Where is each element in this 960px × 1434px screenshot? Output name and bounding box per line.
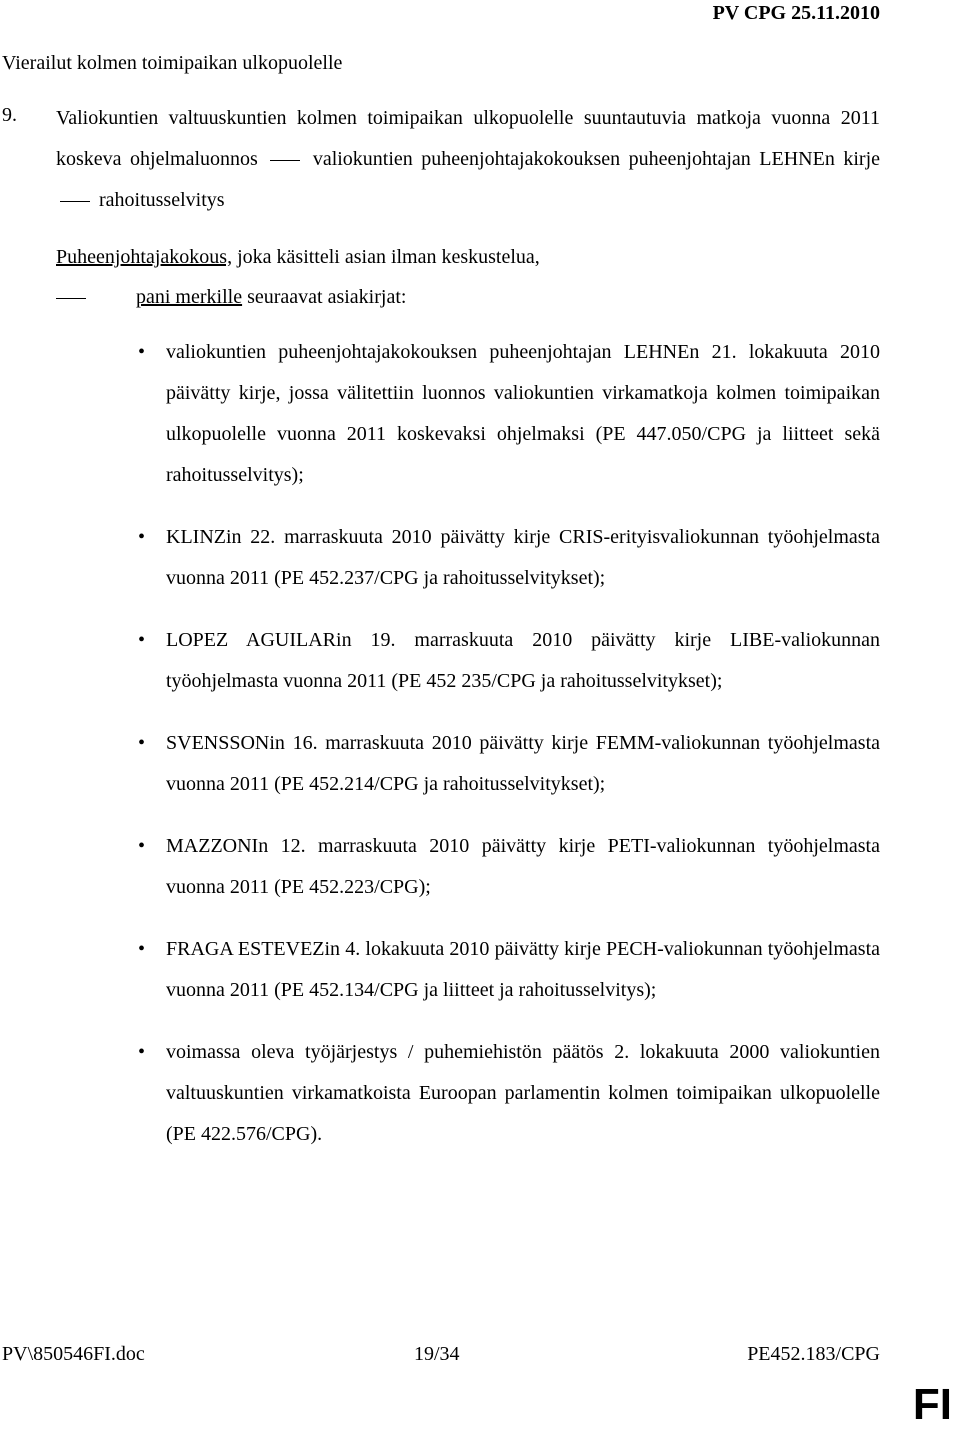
list-item xyxy=(0,929,880,1011)
bullet-icon: • xyxy=(138,732,146,754)
noted-verb: pani merkille xyxy=(136,286,243,308)
dash-separator xyxy=(60,201,90,202)
dash-separator xyxy=(56,298,86,299)
footer-page-number: 19/34 xyxy=(414,1343,460,1365)
list-item-text: voimassa oleva työjärjestys / puhemiehistön päätös 2. lokakuuta 2000 valiokuntien valtuuskuntien virkamatkoista Euroopan parlamentin kolmen toimipaikan ulkopuolelle (PE 422.576/CPG). xyxy=(166,1041,880,1145)
section-title: Vierailut kolmen toimipaikan ulkopuolelle xyxy=(2,52,343,74)
noted-rest: seuraavat asiakirjat: xyxy=(242,286,407,308)
item-title-part3: rahoitusselvitys xyxy=(99,189,225,211)
item-number: 9. xyxy=(2,104,17,126)
list-item xyxy=(0,1032,880,1155)
footer-filename: PV\850546FI.doc xyxy=(2,1343,145,1365)
list-item-text: FRAGA ESTEVEZin 4. lokakuuta 2010 päivätty kirje PECH-valiokunnan työohjelmasta vuonna 2011 (PE 452.134/CPG ja liitteet ja rahoitusselvitys); xyxy=(166,938,880,1001)
list-item xyxy=(0,723,880,805)
list-item xyxy=(0,620,880,702)
intro-line xyxy=(56,246,540,269)
document-list xyxy=(0,332,880,1176)
list-item-text: SVENSSONin 16. marraskuuta 2010 päivätty kirje FEMM-valiokunnan työohjelmasta vuonna 2011 (PE 452.214/CPG ja rahoitusselvitykset); xyxy=(166,732,880,795)
bullet-icon: • xyxy=(138,938,146,960)
list-item xyxy=(0,826,880,908)
list-item-text: LOPEZ AGUILARin 19. marraskuuta 2010 päivätty kirje LIBE-valiokunnan työohjelmasta vuonna 2011 (PE 452 235/CPG ja rahoitusselvitykset); xyxy=(166,629,880,692)
bullet-icon: • xyxy=(138,341,146,363)
document-reference: PV CPG 25.11.2010 xyxy=(712,2,880,24)
bullet-icon: • xyxy=(138,835,146,857)
list-item xyxy=(0,517,880,599)
intro-subject: Puheenjohtajakokous, xyxy=(56,246,233,268)
list-item xyxy=(0,332,880,496)
list-item-text: valiokuntien puheenjohtajakokouksen puheenjohtajan LEHNEn 21. lokakuuta 2010 päivätty kirje, jossa välitettiin luonnos valiokuntien virkamatkoja kolmen toimipaikan ulkopuolelle vuonna 2011 koskevaksi ohjelmaksi (PE 447.050/CPG ja liitteet sekä rahoitusselvitys); xyxy=(166,341,880,486)
language-code: FI xyxy=(912,1380,952,1429)
bullet-icon: • xyxy=(138,1041,146,1063)
bullet-icon: • xyxy=(138,629,146,651)
intro-rest: joka käsitteli asian ilman keskustelua, xyxy=(232,246,540,268)
footer-pe-number: PE452.183/CPG xyxy=(747,1343,880,1365)
list-item-text: KLINZin 22. marraskuuta 2010 päivätty kirje CRIS-erityisvaliokunnan työohjelmasta vuonna 2011 (PE 452.237/CPG ja rahoitusselvitykset); xyxy=(166,526,880,589)
item-title-part1: Valiokuntien valtuuskuntien kolmen toimipaikan ulkopuolelle suuntautuvia matkoja vuonna 2011 koskeva ohjelmaluonnos xyxy=(56,107,880,170)
dash-separator xyxy=(270,160,300,161)
list-item-text: MAZZONIn 12. marraskuuta 2010 päivätty kirje PETI-valiokunnan työohjelmasta vuonna 2011 (PE 452.223/CPG); xyxy=(166,835,880,898)
noted-line xyxy=(56,286,406,309)
bullet-icon: • xyxy=(138,526,146,548)
item-title-part2: valiokuntien puheenjohtajakokouksen puheenjohtajan LEHNEn kirje xyxy=(312,148,880,170)
item-title xyxy=(56,98,880,221)
